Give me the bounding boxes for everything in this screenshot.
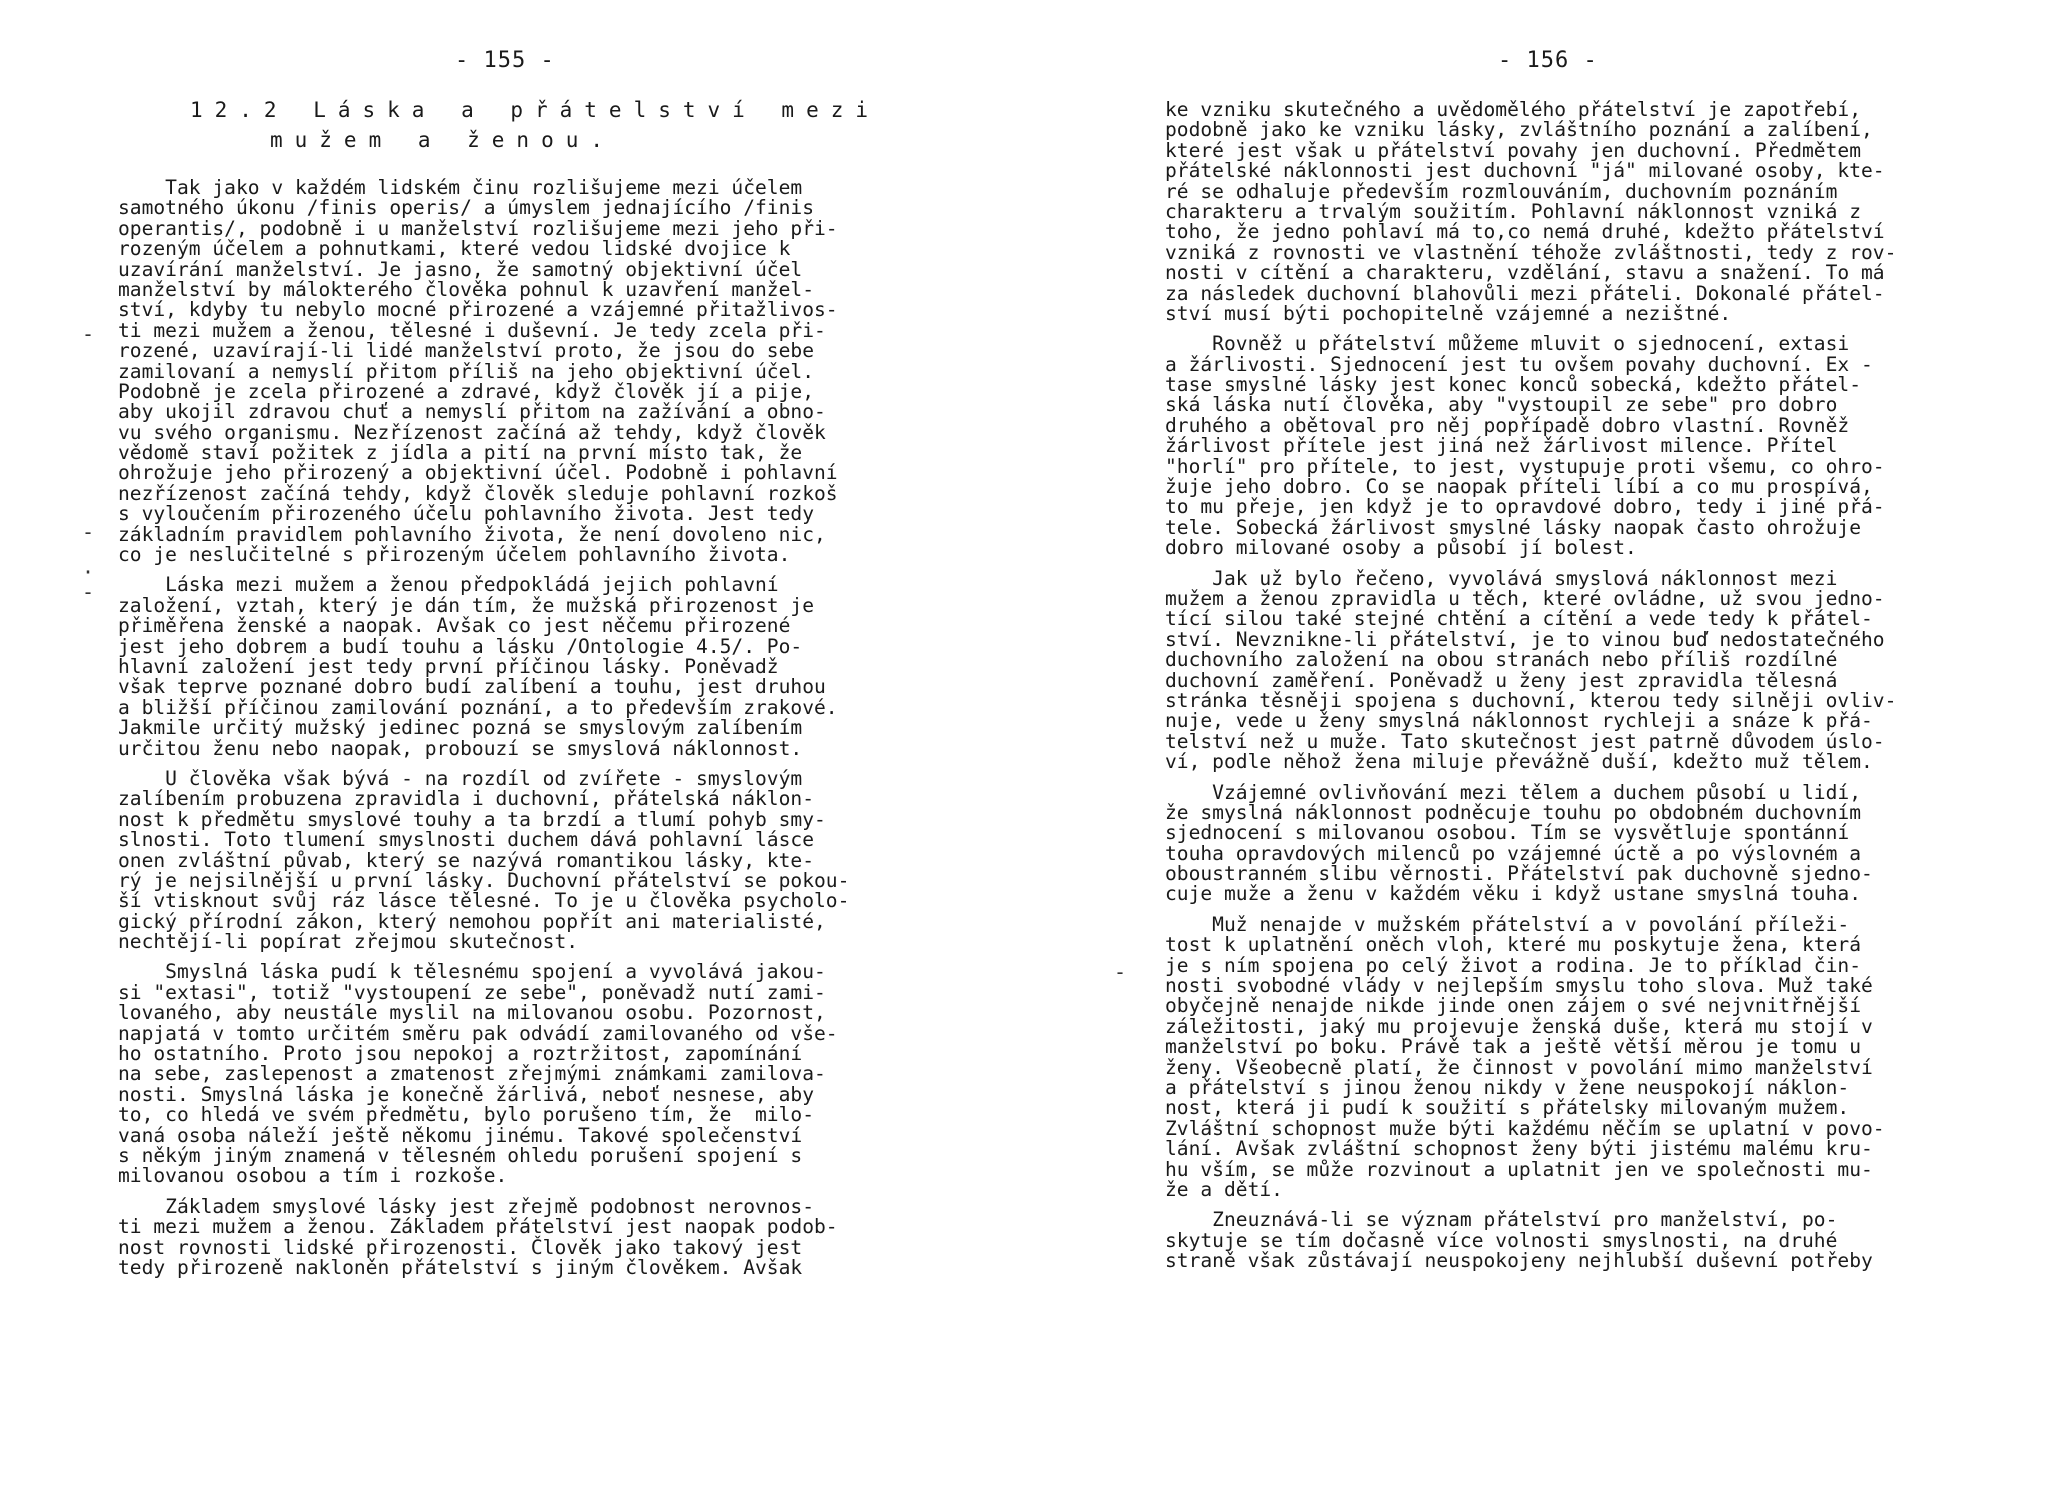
text-line: rý je nejsilnější u první lásky. Duchovní přátelství se pokou- [118, 868, 850, 892]
text-line: nechtějí-li popírat zřejmou skutečnost. [118, 930, 579, 954]
text-line: ší vtisknout svůj ráz lásce tělesné. To je u člověka psycholo- [118, 889, 850, 913]
text-line: sjednocení s milovanou osobou. Tím se vysvětluje spontánní [1165, 821, 1850, 845]
text-line: hlavní založení jest tedy první příčinou lásky. Poněvadž [118, 654, 779, 678]
text-line: Rovněž u přátelství můžeme mluvit o sjednocení, extasi [1165, 332, 1850, 356]
text-line: hu vším, se může rozvinout a uplatnit jen ve společnosti mu- [1165, 1157, 1873, 1181]
text-line: a žárlivosti. Sjednocení jest tu ovšem povahy duchovní. Ex - [1165, 352, 1873, 376]
text-line: slnosti. Toto tlumení smyslnosti duchem dává pohlavní lásce [118, 828, 814, 852]
text-line: ženy. Všeobecně platí, že činnost v povolání mimo manželství [1165, 1055, 1873, 1079]
text-line: onen zvláštní půvab, který se nazývá romantikou lásky, kte- [118, 848, 814, 872]
text-line: základním pravidlem pohlavního života, že není dovoleno nic, [118, 522, 826, 546]
text-line: vaná osoba náleží ještě někomu jinému. Takové společenství [118, 1123, 803, 1147]
text-line: gický přírodní zákon, který nemohou popřít ani materialisté, [118, 909, 826, 933]
text-line: ré se odhaluje především rozmlouváním, duchovním poznáním [1165, 179, 1838, 203]
text-line: co je neslučitelné s přirozeným účelem pohlavního života. [118, 543, 791, 567]
text-line: obyčejně nenajde nikde jinde onen zájem o své nejvnitřnější [1165, 994, 1861, 1018]
text-line: tele. Sobecká žárlivost smyslné lásky naopak často ohrožuje [1165, 515, 1861, 539]
text-line: Zvláštní schopnost muže býti každému něčím se uplatní v povo- [1165, 1116, 1885, 1140]
text-line: rozeným účelem a pohnutkami, které vedou lidské dvojice k [118, 237, 791, 261]
text-line: že a dětí. [1165, 1177, 1283, 1201]
text-line: Vzájemné ovlivňování mezi tělem a duchem působí u lidí, [1165, 780, 1861, 804]
text-line: Smyslná láska pudí k tělesnému spojení a vyvolává jakou- [118, 960, 826, 984]
text-line: operantis/, podobně i u manželství rozlišujeme mezi jeho při- [118, 216, 838, 240]
text-line: charakteru a trvalým soužitím. Pohlavní náklonnost vzniká z [1165, 199, 1861, 223]
text-line: jest jeho dobrem a budí touhu a lásku /Ontologie 4.5/. Po- [118, 634, 803, 658]
margin-mark: - [82, 520, 95, 544]
text-line: rozené, uzavírají-li lidé manželství proto, že jsou do sebe [118, 339, 814, 363]
text-line: toho, že jedno pohlaví má to,co nemá druhé, kdežto přátelství [1165, 220, 1885, 244]
margin-mark: · [82, 560, 95, 584]
text-line: ohrožuje jeho přirozený a objektivní účel. Podobně i pohlavní [118, 461, 838, 485]
text-line: na sebe, zaslepenost a zmatenost zřejmými známkami zamilova- [118, 1062, 826, 1086]
text-line: nosti v cítění a charakteru, vzdělání, stavu a snažení. To má [1165, 261, 1885, 285]
text-line: ho ostatního. Proto jsou nepokoj a roztržitost, zapomínání [118, 1042, 803, 1066]
text-line: Podobně je zcela přirozené a zdravé, když člověk jí a pije, [118, 379, 814, 403]
text-line: je s ním spojena po celý život a rodina. Je to příklad čin- [1165, 953, 1861, 977]
text-line: vědomě staví požitek z jídla a pití na první místo tak, že [118, 441, 803, 465]
margin-mark: - [82, 580, 95, 604]
text-line: podobně jako ke vzniku lásky, zvláštního poznání a zalíbení, [1165, 118, 1873, 142]
text-line: založení, vztah, který je dán tím, že mužská přirozenost je [118, 593, 814, 617]
text-line: "horlí" pro přítele, to jest, vystupuje proti všemu, co ohro- [1165, 454, 1885, 478]
text-line: cuje muže a ženu v každém věku i když ustane smyslná touha. [1165, 882, 1861, 906]
text-line: manželství po boku. Právě tak a ještě větší měrou je tomu u [1165, 1035, 1861, 1059]
heading-line-1: 12.2 Láska a přátelství mezi [190, 98, 881, 122]
text-line: aby ukojil zdravou chuť a nemyslí přitom na zažívání a obno- [118, 400, 826, 424]
text-line: Láska mezi mužem a ženou předpokládá jejich pohlavní [118, 573, 779, 597]
heading-line-2: mužem a ženou. [270, 128, 616, 152]
text-line: to mu přeje, jen když je to opravdové dobro, tedy i jiné přá- [1165, 495, 1885, 519]
text-line: tedy přirozeně nakloněn přátelství s jiným člověkem. Avšak [118, 1255, 803, 1279]
text-line: lovaného, aby neustále myslil na milovanou osobu. Pozornost, [118, 1001, 826, 1025]
text-line: ství musí býti pochopitelně vzájemné a nezištné. [1165, 301, 1732, 325]
text-line: ství, kdyby tu nebylo mocné přirozené a vzájemné přitažlivos- [118, 298, 838, 322]
text-line: to, co hledá ve svém předmětu, bylo porušeno tím, že milo- [118, 1103, 814, 1127]
text-line: záležitosti, jaký mu projevuje ženská duše, která mu stojí v [1165, 1014, 1873, 1038]
text-line: žuje jeho dobro. Co se naopak příteli líbí a co mu prospívá, [1165, 475, 1873, 499]
text-line: zamilovaní a nemyslí přitom příliš na jeho objektivní účel. [118, 359, 814, 383]
text-line: tost k uplatnění oněch vloh, které mu poskytuje žena, která [1165, 933, 1861, 957]
text-line: nost rovnosti lidské přirozenosti. Člověk jako takový jest [118, 1235, 803, 1259]
text-line: které jest však u přátelství povahy jen duchovní. Předmětem [1165, 138, 1861, 162]
text-line: přiměřena ženské a naopak. Avšak co jest něčemu přirozené [118, 614, 791, 638]
text-line: nost, která ji pudí k soužití s přátelsky milovaným mužem. [1165, 1096, 1850, 1120]
text-line: nezřízenost začíná tehdy, když člověk sleduje pohlavní rozkoš [118, 481, 838, 505]
right-page [1028, 0, 2056, 1500]
text-line: duchovního založení na obou stranách nebo příliš rozdílné [1165, 648, 1838, 672]
right-body-text [1165, 100, 1896, 1271]
text-line: Jakmile určitý mužský jedinec pozná se smyslovým zalíbením [118, 716, 803, 740]
text-line: zalíbením probuzena zpravidla i duchovní, přátelská náklon- [118, 787, 814, 811]
text-line: vu svého organismu. Nezřízenost začíná až tehdy, když člověk [118, 420, 826, 444]
text-line: přátelské náklonnosti jest duchovní "já" milované osoby, kte- [1165, 159, 1885, 183]
text-line: milovanou osobou a tím i rozkoše. [118, 1164, 508, 1188]
page-number: - 155 - [455, 48, 555, 73]
text-line: ke vzniku skutečného a uvědomělého přátelství je zapotřebí, [1165, 98, 1861, 121]
margin-mark: - [1114, 960, 1127, 984]
text-line: manželství by málokterého člověka pohnul k uzavření manžel- [118, 277, 814, 301]
text-line: si "extasi", totiž "vystoupení ze sebe", poněvadž nutí zami- [118, 980, 826, 1004]
text-line: telství než u muže. Tato skutečnost jest patrně důvodem úslo- [1165, 729, 1885, 753]
text-line: lání. Avšak zvláštní schopnost ženy býti jistému malému kru- [1165, 1137, 1873, 1161]
text-line: Muž nenajde v mužském přátelství a v povolání příleži- [1165, 912, 1850, 936]
text-line: že smyslná náklonnost podněcuje touhu po obdobném duchovním [1165, 800, 1861, 824]
margin-mark: - [82, 322, 95, 346]
text-line: skytuje se tím dočasně více volnosti smyslnosti, na druhé [1165, 1228, 1838, 1252]
text-line: straně však zůstávají neuspokojeny nejhlubší duševní potřeby [1165, 1249, 1873, 1273]
text-line: za následek duchovní blahovůli mezi přáteli. Dokonalé přátel- [1165, 281, 1885, 305]
text-line: ská láska nutí člověka, aby "vystoupil ze sebe" pro dobro [1165, 393, 1838, 417]
text-line: nost k předmětu smyslové touhy a ta brzdí a tlumí pohyb smy- [118, 807, 826, 831]
text-line: samotného úkonu /finis operis/ a úmyslem jednajícího /finis [118, 196, 814, 220]
text-line: ství. Nevznikne-li přátelství, je to vinou buď nedostatečného [1165, 627, 1885, 651]
text-line: napjatá v tomto určitém směru pak odvádí zamilovaného od vše- [118, 1021, 838, 1045]
text-line: nosti. Smyslná láska je konečně žárlivá, neboť nesnese, aby [118, 1082, 814, 1106]
text-line: dobro milované osoby a působí jí bolest. [1165, 536, 1637, 560]
text-line: U člověka však bývá - na rozdíl od zvířete - smyslovým [118, 766, 803, 790]
text-line: nuje, vede u ženy smyslná náklonnost rychleji a snáze k přá- [1165, 709, 1873, 733]
text-line: stránka těsněji spojena s duchovní, kterou tedy silněji ovliv- [1165, 688, 1897, 712]
text-line: a přátelství s jinou ženou nikdy v žene neuspokojí náklon- [1165, 1075, 1850, 1099]
text-line: druhého a obětoval pro něj popřípadě dobro vlastní. Rovněž [1165, 413, 1850, 437]
text-line: však teprve poznané dobro budí zalíbení a touhu, jest druhou [118, 675, 826, 699]
text-line: nosti svobodné vlády v nejlepším smyslu toho slova. Muž také [1165, 974, 1873, 998]
section-heading [190, 95, 910, 155]
text-line: Jak už bylo řečeno, vyvolává smyslová náklonnost mezi [1165, 566, 1838, 590]
text-line: žárlivost přítele jest jiná než žárlivost milence. Přítel [1165, 434, 1838, 458]
text-line: duchovní zaměření. Poněvadž u ženy jest zpravidla tělesná [1165, 668, 1838, 692]
text-line: ti mezi mužem a ženou. Základem přátelství jest naopak podob- [118, 1215, 838, 1239]
text-line: určitou ženu nebo naopak, probouzí se smyslová náklonnost. [118, 736, 803, 760]
text-line: a bližší příčinou zamilování poznání, a to především zrakové. [118, 695, 838, 719]
text-line: s vyloučením přirozeného účelu pohlavního života. Jest tedy [118, 502, 814, 526]
text-line: uzavírání manželství. Je jasno, že samotný objektivní účel [118, 257, 803, 281]
text-line: s někým jiným znamená v tělesném ohledu porušení spojení s [118, 1143, 803, 1167]
text-line: ti mezi mužem a ženou, tělesné i duševní. Je tedy zcela při- [118, 318, 826, 342]
text-line: mužem a ženou zpravidla u těch, které ovládne, už svou jedno- [1165, 586, 1885, 610]
text-line: vzniká z rovnosti ve vlastnění téhože zvláštnosti, tedy z rov- [1165, 240, 1897, 264]
page-number: - 156 - [1498, 48, 1598, 73]
text-line: ví, podle něhož žena miluje převážně duší, kdežto muž tělem. [1165, 750, 1873, 774]
text-line: tase smyslné lásky jest konec konců sobecká, kdežto přátel- [1165, 373, 1861, 397]
text-line: touha opravdových milenců po vzájemné úctě a po výslovném a [1165, 841, 1861, 865]
text-line: Tak jako v každém lidském činu rozlišujeme mezi účelem [118, 176, 803, 199]
text-line: oboustranném slibu věrnosti. Přátelství pak duchovně sjedno- [1165, 862, 1873, 886]
text-line: Zneuznává-li se význam přátelství pro manželství, po- [1165, 1208, 1838, 1232]
text-line: tící silou také stejné chtění a cítění a vede tedy k přátel- [1165, 607, 1873, 631]
left-body-text [118, 178, 849, 1278]
text-line: Základem smyslové lásky jest zřejmě podobnost nerovnos- [118, 1194, 814, 1218]
